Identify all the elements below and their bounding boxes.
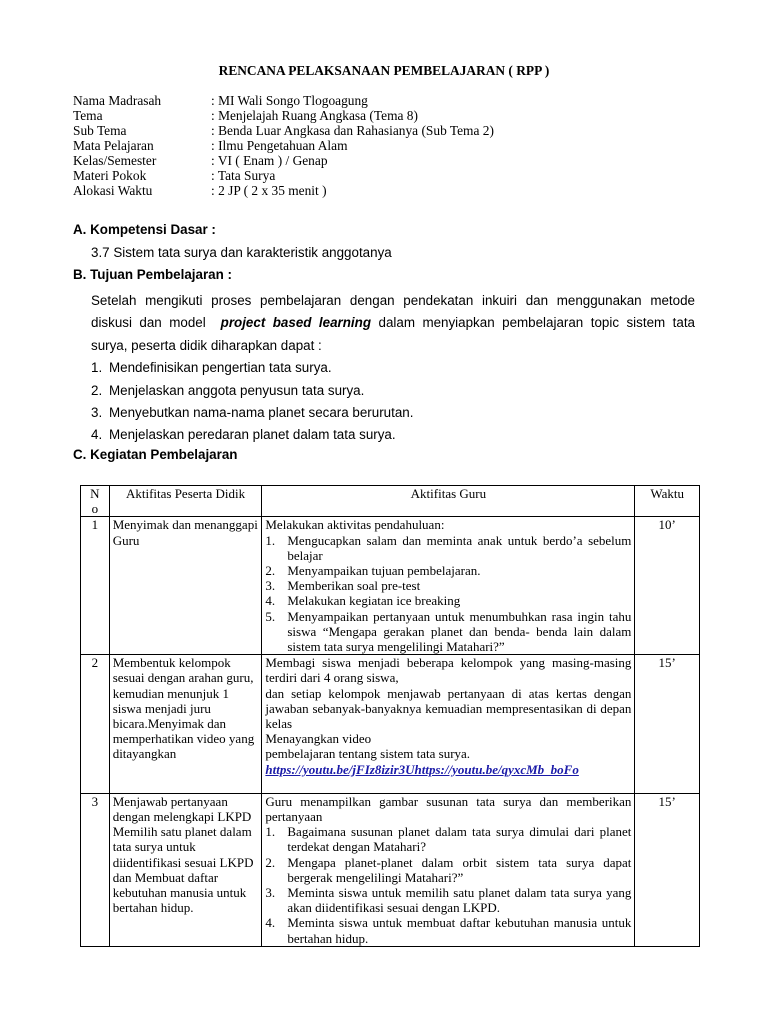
- aktifitas-siswa-cell: Menyimak dan menanggapi Guru: [109, 517, 262, 655]
- row-number: 3: [81, 793, 110, 946]
- identity-value: : VI ( Enam ) / Genap: [211, 153, 328, 168]
- tujuan-intro-text: diskusi dan model: [91, 315, 206, 331]
- list-item-text: Melakukan kegiatan ice breaking: [287, 593, 461, 609]
- identity-row: [73, 93, 494, 108]
- table-row: [81, 655, 700, 794]
- tujuan-intro-line: Setelah mengikuti proses pembelajaran dengan pendekatan inkuiri dan menggunakan metode: [91, 293, 695, 308]
- header-no-line: o: [91, 501, 99, 517]
- identity-label: Sub Tema: [73, 123, 127, 138]
- list-item-text: Menyampaikan tujuan pembelajaran.: [287, 563, 481, 579]
- guru-paragraph: Menayangkan video: [265, 731, 372, 747]
- identity-label: Nama Madrasah: [73, 93, 162, 108]
- aktifitas-guru-cell: [262, 793, 635, 946]
- section-b-heading: B. Tujuan Pembelajaran :: [73, 267, 232, 282]
- list-item-number: 3.: [265, 578, 276, 594]
- list-item-text: Bagaimana susunan planet dalam tata surya dimulai dari planet terdekat dengan Matahari?: [287, 824, 632, 855]
- list-item-number: 1.: [265, 824, 276, 840]
- identity-block: [73, 93, 494, 198]
- identity-row: [73, 183, 494, 198]
- waktu-cell: 15’: [635, 655, 700, 794]
- list-item-text: Menyebutkan nama-nama planet secara berurutan.: [109, 405, 414, 421]
- guru-list: [265, 533, 631, 655]
- identity-label: Kelas/Semester: [73, 153, 157, 168]
- list-item-number: 4.: [265, 593, 276, 609]
- aktifitas-siswa-cell: Membentuk kelompok sesuai dengan arahan guru, kemudian menunjuk 1 siswa menjadi juru bicara.Menyimak dan memperhatikan video yang ditayangkan: [109, 655, 262, 794]
- kegiatan-table: [80, 485, 700, 947]
- tujuan-intro-text: dalam menyiapkan pembelajaran topic sistem tata: [378, 315, 695, 331]
- aktifitas-guru-cell: [262, 655, 635, 794]
- list-item: [91, 424, 695, 446]
- header-no: [81, 486, 110, 517]
- list-item-number: 2.: [91, 382, 103, 398]
- header-waktu: Waktu: [635, 486, 700, 517]
- list-item-text: Meminta siswa untuk membuat daftar kebutuhan manusia untuk bertahan hidup.: [287, 915, 632, 946]
- list-item: [91, 402, 695, 424]
- table-header-row: [81, 486, 700, 517]
- section-c-heading: C. Kegiatan Pembelajaran: [73, 447, 238, 462]
- list-item-text: Mendefinisikan pengertian tata surya.: [109, 360, 332, 376]
- aktifitas-siswa-cell: Menjawab pertanyaan dengan melengkapi LKPD Memilih satu planet dalam tata surya untuk diidentifikasi sesuai LKPD dan Membuat daftar kebutuhan manusia untuk bertahan hidup.: [109, 793, 262, 946]
- header-aktifitas-siswa: Aktifitas Peserta Didik: [109, 486, 262, 517]
- list-item-text: Mengucapkan salam dan meminta anak untuk berdo’a sebelum belajar: [287, 532, 632, 563]
- list-item: [265, 533, 631, 563]
- list-item: [265, 855, 631, 885]
- list-item: [265, 885, 631, 915]
- identity-value: : MI Wali Songo Tlogoagung: [211, 93, 368, 108]
- list-item: [265, 578, 631, 593]
- tujuan-pembelajaran: [91, 290, 695, 447]
- waktu-cell: 15’: [635, 793, 700, 946]
- identity-label: Mata Pelajaran: [73, 138, 154, 153]
- identity-row: [73, 168, 494, 183]
- waktu-cell: 10’: [635, 517, 700, 655]
- list-item-text: Menjelaskan peredaran planet dalam tata surya.: [109, 427, 396, 443]
- list-item-text: Menyampaikan pertanyaan untuk menumbuhkan rasa ingin tahu siswa “Mengapa gerakan planet dan benda- benda lain dalam sistem tata surya mengelilingi Matahari?”: [287, 608, 632, 655]
- kompetensi-dasar-item: 3.7 Sistem tata surya dan karakteristik anggotanya: [91, 245, 392, 260]
- identity-row: [73, 153, 494, 168]
- list-item-text: Menjelaskan anggota penyusun tata surya.: [109, 382, 365, 398]
- table-row: [81, 793, 700, 946]
- list-item: [265, 915, 631, 945]
- identity-row: [73, 138, 494, 153]
- guru-intro: Guru menampilkan gambar susunan tata surya dan memberikan pertanyaan: [265, 793, 632, 825]
- guru-paragraph: pembelajaran tentang sistem tata surya.: [265, 746, 471, 762]
- aktifitas-guru-cell: [262, 517, 635, 655]
- list-item-text: Memberikan soal pre-test: [287, 578, 421, 594]
- table-row: [81, 517, 700, 655]
- video-link[interactable]: https://youtu.be/jFIz8izir3Uhttps://youtu.be/qyxcMb_boFo: [265, 761, 579, 777]
- list-item-number: 1.: [265, 532, 276, 548]
- guru-paragraph: dan setiap kelompok menjawab pertanyaan di atas kertas dengan jawaban sebanyak-banyaknya kemuadian mempresentasikan di depan kelas: [265, 685, 632, 732]
- identity-row: [73, 123, 494, 138]
- guru-intro: Melakukan aktivitas pendahuluan:: [265, 517, 445, 533]
- list-item: [265, 563, 631, 578]
- row-number: 1: [81, 517, 110, 655]
- header-aktifitas-guru: Aktifitas Guru: [262, 486, 635, 517]
- identity-label: Tema: [73, 108, 103, 123]
- identity-value: : Menjelajah Ruang Angkasa (Tema 8): [211, 108, 418, 123]
- list-item: [91, 357, 695, 379]
- identity-value: : Ilmu Pengetahuan Alam: [211, 138, 348, 153]
- tujuan-list: [91, 357, 695, 447]
- list-item-text: Meminta siswa untuk memilih satu planet dalam tata surya yang akan diidentifikasi sesuai dengan LKPD.: [287, 885, 632, 916]
- section-a-heading: A. Kompetensi Dasar :: [73, 222, 216, 237]
- list-item-number: 2.: [265, 854, 276, 870]
- identity-value: : 2 JP ( 2 x 35 menit ): [211, 183, 327, 198]
- guru-paragraph: Membagi siswa menjadi beberapa kelompok yang masing-masing terdiri dari 4 orang siswa,: [265, 655, 632, 686]
- document-title: RENCANA PELAKSANAAN PEMBELAJARAN ( RPP ): [218, 63, 550, 78]
- identity-value: : Benda Luar Angkasa dan Rahasianya (Sub Tema 2): [211, 123, 494, 138]
- list-item: [91, 380, 695, 402]
- list-item-number: 4.: [91, 427, 103, 443]
- list-item-number: 4.: [265, 915, 276, 931]
- list-item-number: 3.: [265, 885, 276, 901]
- list-item-number: 2.: [265, 563, 276, 579]
- identity-label: Alokasi Waktu: [73, 183, 153, 198]
- list-item-number: 3.: [91, 405, 103, 421]
- identity-value: : Tata Surya: [211, 168, 276, 183]
- list-item-number: 1.: [91, 360, 103, 376]
- tujuan-intro-line: surya, peserta didik diharapkan dapat :: [91, 337, 322, 353]
- list-item: [265, 824, 631, 854]
- identity-label: Materi Pokok: [73, 168, 147, 183]
- list-item: [265, 609, 631, 655]
- guru-list: [265, 824, 631, 946]
- header-no-line: N: [90, 486, 100, 501]
- tujuan-intro-line: [91, 312, 695, 334]
- list-item-text: Mengapa planet-planet dalam orbit sistem tata surya dapat bergerak mengelilingi Matahari?”: [287, 854, 632, 885]
- list-item: [265, 593, 631, 608]
- list-item-number: 5.: [265, 608, 276, 624]
- identity-row: [73, 108, 494, 123]
- tujuan-model-emphasis: project based learning: [220, 315, 372, 331]
- row-number: 2: [81, 655, 110, 794]
